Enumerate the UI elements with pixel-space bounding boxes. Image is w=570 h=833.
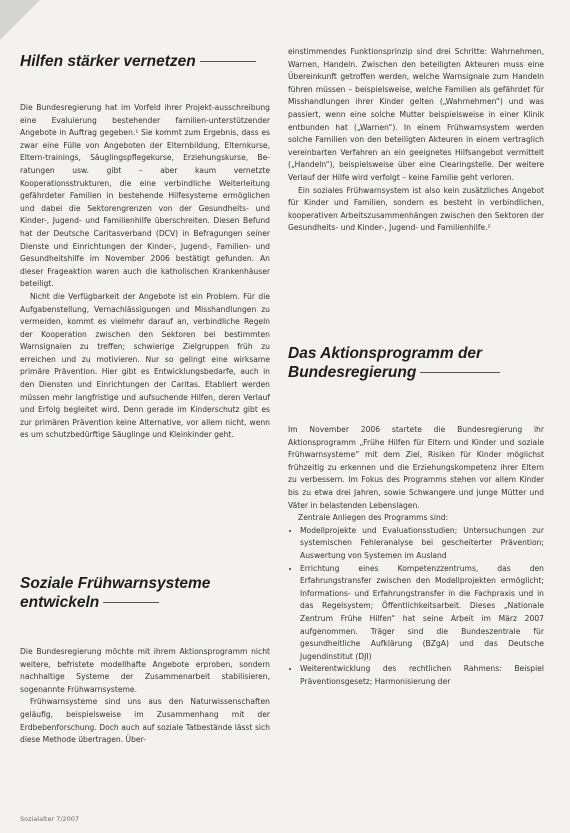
paragraph: Zentrale Anliegen des Programms sind: bbox=[298, 513, 449, 523]
list-item: • Errichtung eines Kompetenzzentrums, das den Erfahrungstransfer zwischen den Modellprojekten ermöglicht; Informations- und Erfahrungstransfer in die Fachpraxis und in das Regelsystem; Öffentlichkeitsarbeit. Dieses „Nationale Zentrum Frühe Hilfen“ hat seine Arbeit im März 2007 aufgenommen. Träger sind die Bundeszentrale für gesundheitliche Aufklärung (BZgA) und das Deutsche Jugendinstitut (DJI) bbox=[300, 563, 544, 664]
paragraph: Die Bundesregierung möchte mit ihrem Aktionsprogramm nicht weitere, befristete modellhafte Angebote erproben, sondern nachhaltige Systeme der Zusammenarbeit stabilisieren, sogenannte Frühwarnsysteme. bbox=[20, 647, 270, 694]
paragraph: Frühwarnsysteme sind uns aus den Naturwissenschaften geläufig, beispielsweise im Zusammenhang mit der Erdbebenforschung. Doch auch auf soziale Tatbestände lässt sich diese Methode übertragen. Über- bbox=[20, 697, 270, 745]
body-hilfen bbox=[20, 102, 270, 442]
paragraph: Nicht die Verfügbarkeit der Angebote ist ein Problem. Für die Aufgabenstellung, Vernachlässigungen und Misshandlungen zu vermeiden, kommt es vielmehr darauf an, verbindliche Regeln der Kooperation zwischen den Sektoren bei bestimmten Warnsignalen zu treffen; schwierige Zielgruppen früh zu erreichen und zu motivieren. Nur so gelingt eine wirksame primäre Prävention. Hier gibt es Entwicklungsbedarfe, auch in den Diensten und Einrichtungen der Caritas. Etabliert werden müssen mehr langfristige und aufsuchende Hilfen, deren Verlauf und Erfolg begleitet wird. Denn gerade im Kinderschutz gibt es zur primären Prävention keine Alternative, vor allem nicht, wenn es um schutzbedürftige Säuglinge und Kleinkinder geht. bbox=[20, 291, 270, 440]
paragraph: Im November 2006 startete die Bundesregierung ihr Aktionsprogramm „Frühe Hilfen für Eltern und Kinder und soziale Frühwarnsysteme“ mit dem Ziel, Risiken für Kinder möglichst frühzeitig zu erkennen und die Erziehungskompetenz ihrer Eltern zu verbessern. Im Fokus des Programms stehen vor allem Kinder bis zu etwa drei Jahren, sowie Schwangere und junge Mütter und Väter in belastenden Lebenslagen. bbox=[288, 425, 544, 510]
list-item: • Weiterentwicklung des rechtlichen Rahmens: Beispiel Präventionsgesetz; Harmonisierung der bbox=[300, 663, 544, 688]
paragraph: Ein soziales Frühwarnsystem ist also kein zusätzliches Angebot für Kinder und Familien, sondern es besteht in verbindlichen, kooperativen Arbeitszusammenhängen zwischen den Sektoren der Gesundheits- und Kinder-, Jugend- und Familienhilfe.² bbox=[288, 185, 544, 233]
paragraph: einstimmendes Funktionsprinzip sind drei Schritte: Wahrnehmen, Warnen, Handeln. Zwischen den beteiligten Akteuren muss eine Übereinkunft getroffen werden, welche Warnsignale zum Handeln führen müssen – beispielsweise, welche Familien als gefährdet für Misshandlungen ihrer Kinder gelten („Wahrnehmen“) und was passiert, wenn eine solche Mutter beispielsweise in einer Klinik entbunden hat („Warnen“). In einem Frühwarnsystem werden solche Familien von den beteiligten Akteuren in einem vertraglich vereinbarten Verfahren an ein geeignetes Hilfsangebot vermittelt („Handeln“), beispielsweise über eine Clearingstelle. Der weitere Verlauf der Hilfe wird verfolgt – keine Familie geht verloren. bbox=[288, 47, 544, 182]
heading-aktionsprogramm: Das Aktionsprogramm der Bundesregierung bbox=[288, 344, 500, 382]
bullet-list bbox=[288, 525, 544, 689]
list-item: • Modellprojekte und Evaluationsstudien; Untersuchungen zur systemischen Fehleranalyse bei gescheiterter Prävention; Auswertung von Systemen im Ausland bbox=[300, 525, 544, 563]
page-corner-tab bbox=[0, 0, 40, 40]
heading-hilfen: Hilfen stärker vernetzen bbox=[20, 52, 256, 71]
paragraph: Die Bundesregierung hat im Vorfeld ihrer Projekt-ausschreibung eine Evaluierung bestehender familien-unterstützender Angebote in Auftrag gegeben.¹ Sie kommt zum Ergebnis, dass es zwar eine Fülle von Angeboten der Elternbildung, Elternkurse, Eltern-trainings, Säuglingspflegekurse, Erziehungskurse, Be-ratungen usw. gibt – aber kaum vernetzte Kooperationsstrukturen, die eine verbindliche Weiterleitung gefährdeter Familien in bestehende Hilfesysteme ermöglichen und dabei die Sektorengrenzen von der Gesundheits- und Kinder-, Jugend- und Familienhilfe überschreiten. Diesen Befund hat der Deutsche Caritasverband (DCV) in Befragungen seiner Dienste und Einrichtungen der Kinder-, Jugend-, Familien- und Gesundheitshilfe im November 2006 bestätigt gefunden. An dieser Frageaktion waren auch die katholischen Krankenhäuser beteiligt. bbox=[20, 103, 270, 289]
page-footer: Sozialalter 7/2007 bbox=[20, 815, 80, 823]
body-fruehwarnsysteme bbox=[20, 646, 270, 747]
body-aktionsprogramm bbox=[288, 424, 544, 688]
body-continued bbox=[288, 46, 544, 235]
heading-fruehwarnsysteme: Soziale Frühwarnsysteme entwickeln bbox=[20, 575, 211, 611]
